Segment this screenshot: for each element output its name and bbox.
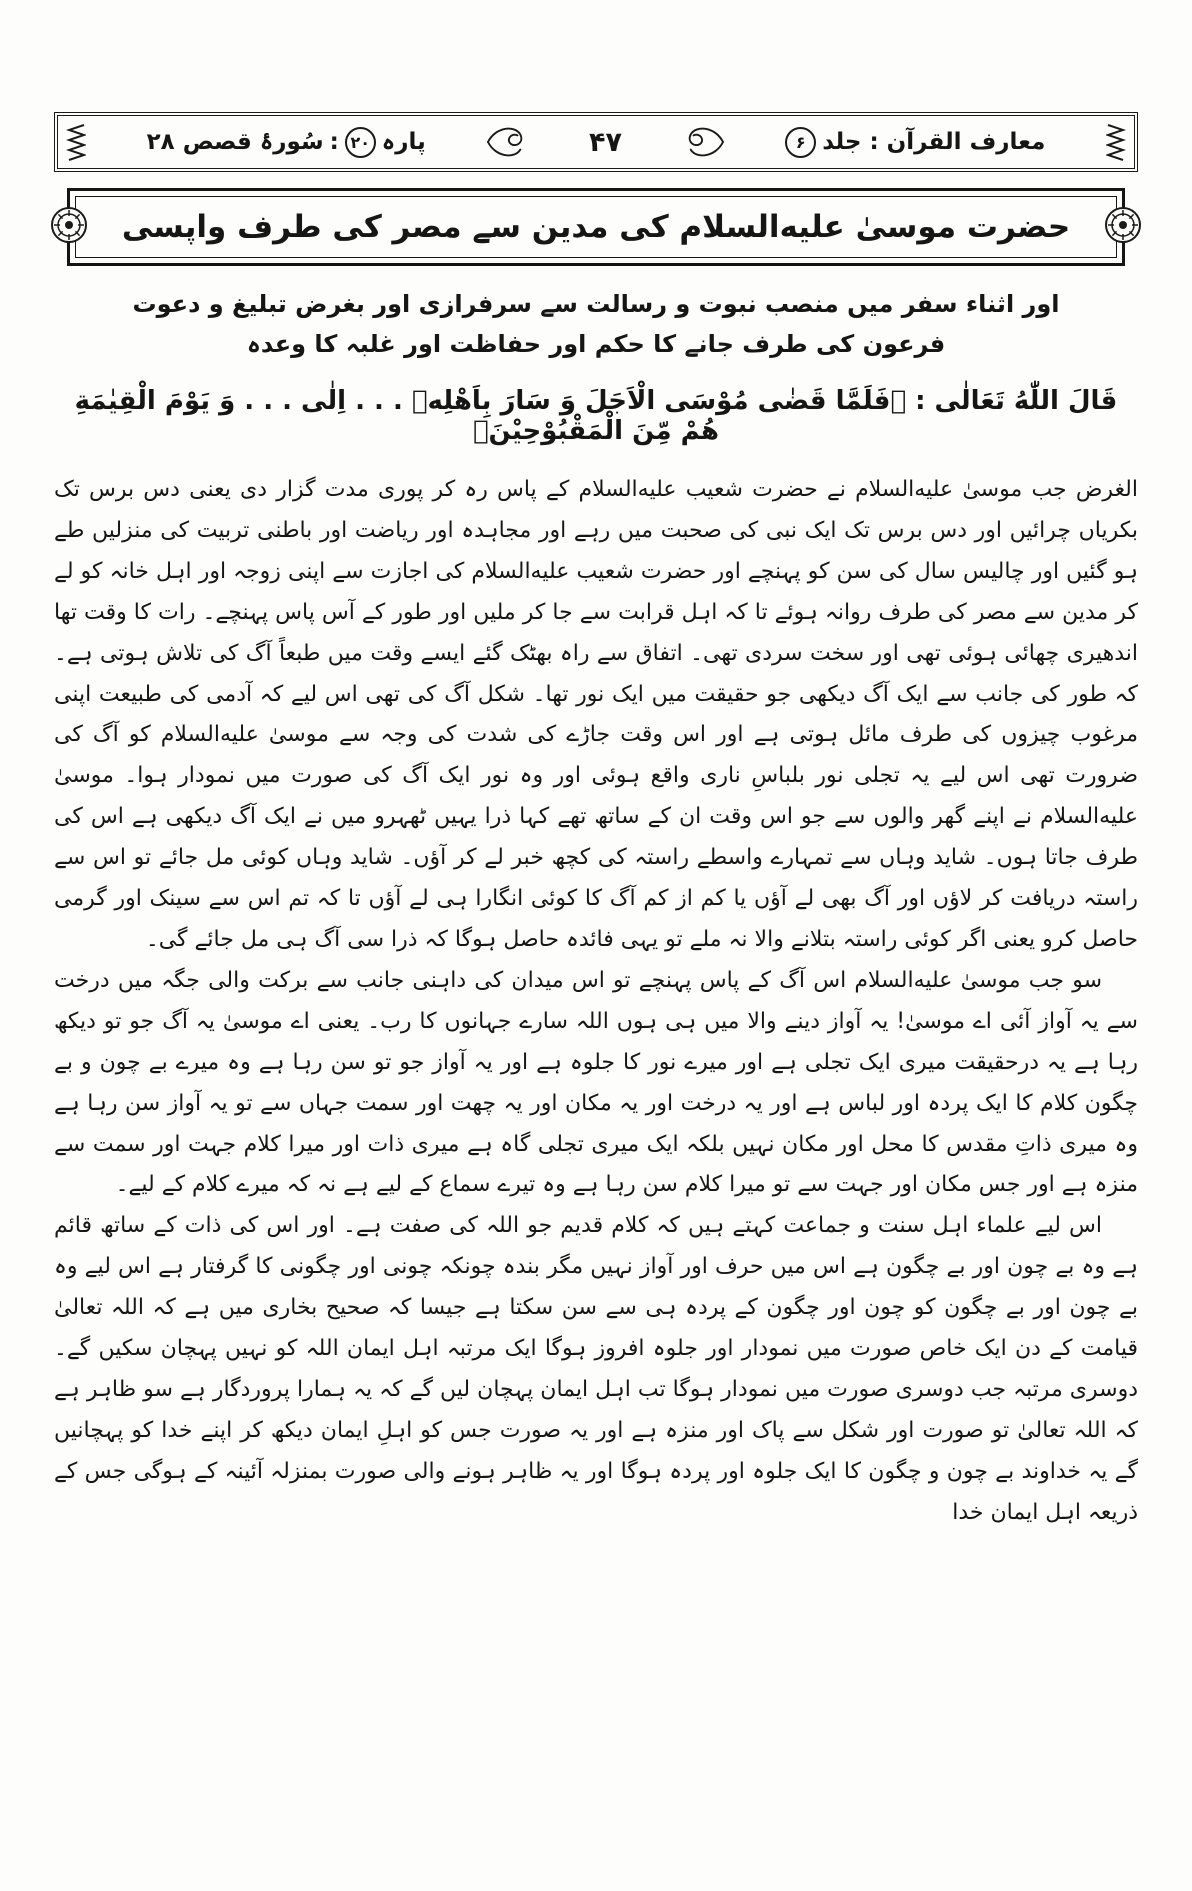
body-paragraph: سو جب موسیٰ عليه‌السلام اس آگ کے پاس پہنچے تو اس میدان کی داہنی جانب سے برکت والی جگہ میں درخت سے یہ آواز آئی اے موسیٰ! یہ آواز دینے والا میں ہی ہوں اللہ سارے جہانوں کا رب۔ یعنی اے موسیٰ یہ آگ جو تو دیکھ رہا ہے یہ درحقیقت میری ایک تجلی ہے اور میرے نور کا جلوہ ہے اور یہ آواز جو تو سن رہا ہے وہ میرے بے چون و بے چگون کلام کا ایک پردہ اور لباس ہے اور یہ درخت اور یہ مکان اور یہ چھت اور سمت جہاں سے تو یہ آواز سن رہا ہے وہ میری ذاتِ مقدس کا محل اور مکان نہیں بلکہ ایک میری تجلی گاہ ہے میری ذات اور میرا کلام جہت اور سمت سے منزہ ہے اور جس مکان اور جہت سے تو میرا کلام سن رہا ہے وہ تیرے سماع کے لیے ہے نہ کہ میرے کلام کے لیے۔	[54, 967, 1138, 1198]
title-box	[67, 188, 1125, 266]
body-paragraph: الغرض جب موسیٰ عليه‌السلام نے حضرت شعیب عليه‌السلام کے پاس رہ کر پوری مدت گزار دی یعنی دس برس تک بکریاں چرائیں اور دس برس تک ایک نبی کی صحبت میں رہے اور مجاہدہ اور ریاضت اور باطنی تربیت کی منزلیں طے ہو گئیں اور چالیس سال کی سن کو پہنچے اور حضرت شعیب عليه‌السلام کی اجازت سے اپنی زوجہ اور اہل خانہ کو لے کر مدین سے مصر کی طرف روانہ ہوئے تا کہ اہل قرابت سے جا کر ملیں اور طور کے آس پاس پہنچے۔ رات کا وقت تھا اندھیری چھائی ہوئی تھی اور سخت سردی تھی۔ اتفاق سے راہ بھٹک گئے ایسے وقت میں طبعاً آگ کی تلاش ہوتی ہے۔ کہ طور کی جانب سے ایک آگ دیکھی جو حقیقت میں ایک نور تھا۔ شکل آگ کی تھی اس لیے کہ آدمی کی طبیعت اپنی مرغوب چیزوں کی طرف مائل ہوتی ہے اور اس وقت جاڑے کی شدت کی وجہ سے موسیٰ عليه‌السلام کو آگ کی ضرورت تھی اس لیے یہ تجلی نور بلباسِ ناری واقع ہوئی اور وہ نور ایک آگ کی صورت میں نمودار ہوا۔ موسیٰ عليه‌السلام نے اپنے گھر والوں سے جو اس وقت ان کے ساتھ تھے کہا ذرا یہیں ٹھہرو میں نے ایک آگ دیکھی ہے اس کی طرف جاتا ہوں۔ شاید وہاں سے تمہارے واسطے راستہ کی کچھ خبر لے کر آؤں۔ شاید وہاں کوئی مل جائے تو اس سے راستہ دریافت کر لاؤں اور آگ بھی لے آؤں یا کم از کم آگ کا کوئی انگارا ہی لے آؤں تا کہ تم اس سے سینک اور گرمی حاصل کرو یعنی اگر کوئی راستہ بتلانے والا نہ ملے تو یہی فائدہ حاصل ہوگا کہ ذرا سی آگ ہی مل جائے گی۔	[54, 477, 1138, 952]
header-work-title	[785, 127, 1045, 158]
para-label: پارہ	[381, 129, 426, 155]
body-text	[54, 470, 1138, 1534]
volume-number-badge: ۶	[785, 127, 816, 158]
surah-label: سُورۂ قصص ۲۸	[146, 129, 324, 155]
zigzag-left-icon	[66, 122, 86, 162]
page-title: حضرت موسیٰ عليه‌السلام کی مدین سے مصر کی طرف واپسی	[75, 196, 1117, 258]
subtitle-line-1: اور اثناء سفر میں منصب نبوت و رسالت سے سرفرازی اور بغرض تبلیغ و دعوت	[132, 290, 1060, 318]
quran-verse: قَالَ اللّٰهُ تَعَالٰی : ﴿فَلَمَّا قَضٰی مُوْسَی الْاَجَلَ وَ سَارَ بِاَهْلِهٖ . . . اِلٰی . . . وَ یَوْمَ الْقِیٰمَةِ هُمْ مِّنَ الْمَقْبُوْحِیْنَ﴾	[74, 386, 1118, 446]
separator: :	[329, 129, 339, 155]
scroll-ornament-icon	[683, 123, 725, 161]
rosette-medallion-icon	[1104, 206, 1142, 248]
header-band	[54, 112, 1138, 172]
header-page-number: ۴۷	[589, 126, 622, 158]
subtitle-line-2: فرعون کی طرف جانے کا حکم اور حفاظت اور غلبہ کا وعدہ	[246, 330, 946, 358]
header-para-surah	[147, 127, 426, 158]
zigzag-right-icon	[1106, 122, 1126, 162]
para-number-badge: ۲۰	[345, 127, 376, 158]
scroll-ornament-icon	[486, 123, 528, 161]
work-title-label: معارف القرآن : جلد	[822, 129, 1046, 155]
body-paragraph: اس لیے علماء اہل سنت و جماعت کہتے ہیں کہ کلام قدیم جو اللہ کی صفت ہے۔ اور اس کی ذات کے ساتھ قائم ہے وہ بے چون اور بے چگون ہے اس میں حرف اور آواز نہیں مگر بندہ چونکہ چونی اور چگونی کا گرفتار ہے اس لیے وہ بے چون اور بے چگون کو چون اور چگون کے پردہ ہی سے سن سکتا ہے جیسا کہ صحیح بخاری میں ہے کہ اللہ تعالیٰ قیامت کے دن ایک خاص صورت میں نمودار اور جلوہ افروز ہوگا ایک مرتبہ اہل ایمان اللہ کو نہیں پہچان سکیں گے۔ دوسری مرتبہ جب دوسری صورت میں نمودار ہوگا تب اہل ایمان پہچان لیں گے کہ یہ ہمارا پروردگار ہے سو ظاہر ہے کہ اللہ تعالیٰ تو صورت اور شکل سے پاک اور منزہ ہے اور یہ صورت جس کو اہلِ ایمان دیکھ کر اپنے خدا کو پہچانیں گے یہ خداوند بے چون و چگون کا ایک جلوہ اور پردہ ہوگا اور یہ ظاہر ہونے والی صورت بمنزلہ آئینہ کے ہوگی جس کے ذریعہ اہل ایمان خدا	[54, 1213, 1138, 1525]
rosette-medallion-icon	[50, 206, 88, 248]
title-section	[54, 188, 1138, 266]
